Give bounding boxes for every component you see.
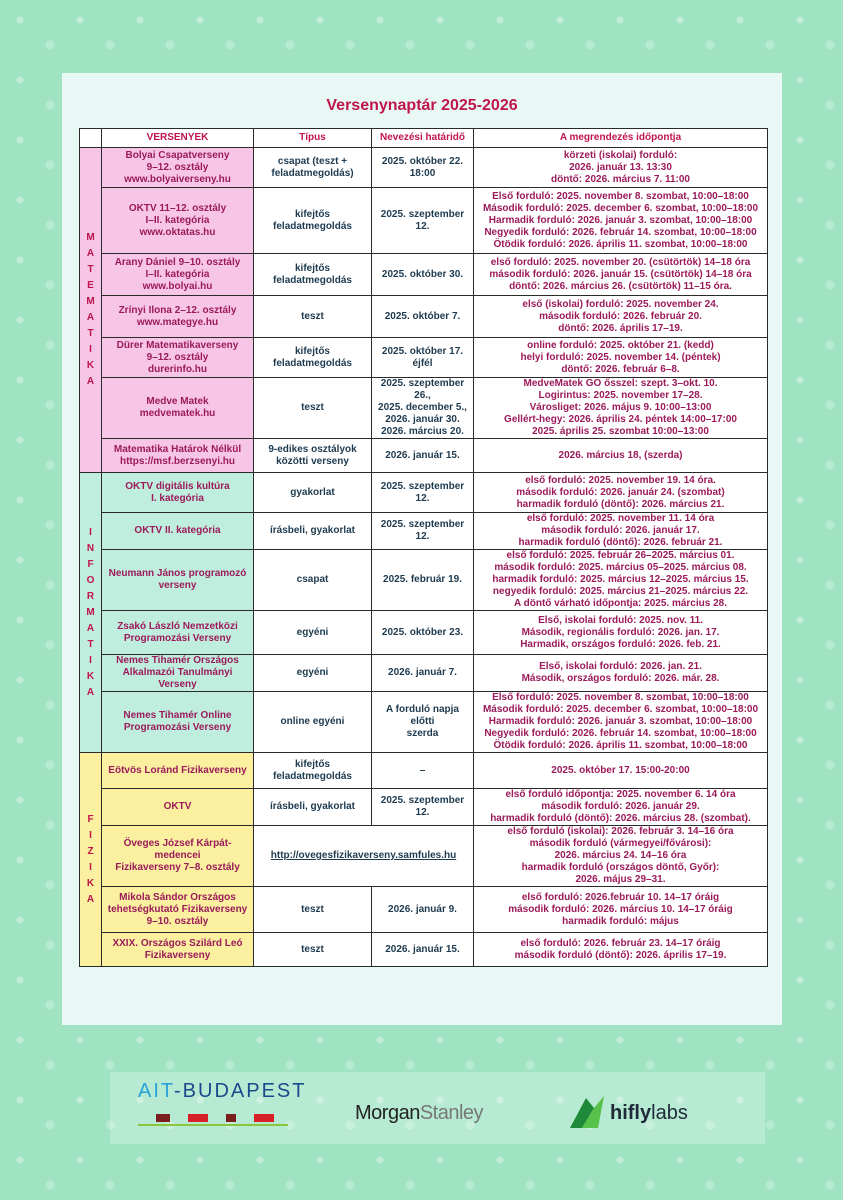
text-line: írásbeli, gyakorlat [269, 801, 356, 812]
text-line: OKTV II. kategória [134, 525, 221, 536]
section-letter: K [86, 670, 95, 682]
text-line: OKTV digitális kultúra [125, 480, 230, 492]
ait-budapest-logo [138, 1080, 308, 1103]
table-row [80, 254, 768, 296]
table-row [80, 188, 768, 254]
text-line: Második, országos forduló: 2026. már. 28. [521, 673, 720, 684]
text-line: Első, iskolai forduló: 2025. nov. 11. [538, 614, 703, 626]
competition-name [102, 148, 254, 188]
text-line: Városliget: 2026. május 9. 10:00–13:00 [529, 402, 712, 413]
text-line: második forduló (vármegyei/fővárosi): [529, 838, 712, 849]
morgan-stanley-logo [355, 1102, 483, 1125]
text-line: második forduló: 2026. január 29. [541, 801, 700, 812]
competition-website-link[interactable] [254, 826, 474, 887]
ait-logo-main: AIT [138, 1080, 175, 1102]
text-line: harmadik forduló (döntő): 2026. március 28. (szombat). [490, 813, 751, 824]
table-row [80, 439, 768, 473]
section-letter: T [87, 264, 94, 275]
competition-name [102, 473, 254, 513]
text-line: 2025. szeptember 12. [380, 480, 465, 504]
text-line: második forduló: 2026. január 17. [541, 525, 700, 536]
event-dates [474, 513, 768, 550]
text-line: 9–10. osztály [146, 915, 209, 927]
text-line: tehetségkutató Fizikaverseny [107, 903, 248, 915]
competition-type [254, 148, 372, 188]
registration-deadline [372, 887, 474, 933]
section-letter: A [86, 622, 95, 634]
competition-name [102, 254, 254, 296]
text-line: 2025. október 22. [381, 155, 464, 167]
table-row [80, 611, 768, 655]
text-line: 2025. december 5., [378, 402, 467, 413]
calendar-card [62, 73, 782, 1025]
competition-type [254, 473, 372, 513]
text-line: Arany Dániel 9–10. osztály [114, 256, 241, 268]
text-line: Ötödik forduló: 2026. április 11. szombat, 10:00–18:00 [493, 740, 748, 751]
text-line: 2026. március 18, (szerda) [558, 449, 683, 461]
text-line: I–II. kategória [145, 268, 210, 280]
text-line: Bolyai Csapatverseny [125, 149, 230, 161]
section-letter: K [86, 877, 95, 889]
text-line: medvematek.hu [139, 408, 216, 419]
hifly-logo-thin: labs [651, 1102, 688, 1124]
text-line: Nemes Tihamér Online [123, 710, 232, 721]
section-letter: A [86, 686, 95, 698]
text-line: harmadik forduló (döntő): 2026. február 21. [518, 537, 723, 548]
text-line: Harmadik, országos forduló: 2026. feb. 21. [520, 638, 721, 650]
section-letter: I [89, 344, 92, 355]
text-line: csapat (teszt + [277, 155, 348, 167]
table-row [80, 933, 768, 967]
registration-deadline [372, 254, 474, 296]
competition-type [254, 887, 372, 933]
text-line: www.oktatas.hu [139, 226, 216, 238]
section-letter: M [86, 606, 95, 618]
text-line: Negyedik forduló: 2026. február 14. szombat, 10:00–18:00 [484, 226, 757, 238]
text-line: helyi forduló: 2025. november 14. (péntek) [520, 351, 721, 363]
text-line: Harmadik forduló: 2026. január 3. szombat, 10:00–18:00 [488, 716, 753, 727]
header-hatarido: Nevezési határidő [372, 129, 474, 148]
text-line: 2025. február 19. [383, 574, 462, 585]
competition-name [102, 611, 254, 655]
table-row [80, 378, 768, 439]
section-letter: F [87, 558, 94, 570]
text-line: Zrínyi Ilona 2–12. osztály [118, 304, 237, 316]
competition-type [254, 753, 372, 789]
text-line: Eötvös Loránd Fizikaverseny [108, 764, 247, 776]
table-row [80, 473, 768, 513]
text-line: 2025. október 7. [384, 310, 461, 322]
text-line: körzeti (iskolai) forduló: [563, 149, 678, 161]
text-line: második forduló: 2026. január 15. (csütörtök) 14–18 óra [489, 268, 752, 280]
text-line: feladatmegoldás) [271, 167, 354, 179]
competition-name [102, 296, 254, 338]
text-line: harmadik forduló (országos döntő, Győr): [521, 862, 720, 873]
section-label-matematika [80, 148, 102, 473]
text-line: negyedik forduló: 2025. március 21–2025. március 22. [492, 586, 749, 597]
registration-deadline [372, 378, 474, 439]
text-line: második forduló: 2026. február 20. [539, 310, 702, 322]
text-line: 2025. október 30. [381, 268, 464, 280]
header-idopont: A megrendezés időpontja [474, 129, 768, 148]
competition-name [102, 378, 254, 439]
sponsor-bar [110, 1072, 765, 1144]
registration-deadline [372, 692, 474, 753]
event-dates [474, 789, 768, 826]
event-dates [474, 296, 768, 338]
section-letter: E [87, 280, 94, 291]
table-row [80, 513, 768, 550]
event-dates [474, 254, 768, 296]
table-row [80, 148, 768, 188]
table-row [80, 692, 768, 753]
text-line: 2026. január 9. [388, 903, 457, 915]
text-line: Nemes Tihamér Országos [116, 655, 239, 666]
text-line: 2025. szeptember 12. [380, 208, 465, 232]
header-cat [80, 129, 102, 148]
section-letter: K [86, 360, 95, 371]
event-dates [474, 826, 768, 887]
section-letter: I [89, 861, 92, 873]
text-line: durerinfo.hu [148, 363, 207, 375]
text-line: első forduló: 2025. február 26–2025. március 01. [506, 550, 735, 561]
section-letter: M [86, 296, 95, 307]
text-line: 2026. január 7. [388, 667, 457, 678]
event-dates [474, 378, 768, 439]
text-line: XXIX. Országos Szilárd Leó [112, 937, 243, 949]
table-row [80, 338, 768, 378]
text-line: egyéni [296, 626, 329, 638]
section-letter: I [89, 526, 92, 538]
text-line: 2025. október 17. [381, 345, 464, 357]
text-line: Első forduló: 2025. november 8. szombat, 10:00–18:00 [492, 190, 749, 202]
competition-type [254, 254, 372, 296]
text-line: online egyéni [280, 716, 345, 727]
competition-type [254, 550, 372, 611]
table-row [80, 753, 768, 789]
event-dates [474, 655, 768, 692]
text-line: első forduló: 2026. február 23. 14–17 óráig [520, 937, 721, 949]
hiflylabs-logo [568, 1094, 718, 1134]
text-line: 9-edikes osztályok [268, 443, 357, 455]
competition-name [102, 887, 254, 933]
morgan-logo-light: Stanley [419, 1102, 484, 1124]
text-line: második forduló: 2026. január 24. (szombat) [516, 486, 725, 498]
competition-type [254, 933, 372, 967]
competition-name [102, 753, 254, 789]
ait-logo-rest: -BUDAPEST [174, 1080, 307, 1102]
section-letter: N [86, 542, 95, 554]
text-line: első (iskolai) forduló: 2025. november 24. [522, 298, 719, 310]
text-line: 2026. május 29–31. [575, 874, 666, 885]
section-letter: O [86, 574, 95, 586]
text-line: közötti verseny [276, 455, 349, 467]
text-line: feladatmegoldás [273, 357, 352, 369]
text-line: Gellért-hegy: 2026. április 24. péntek 14:00–17:00 [504, 414, 737, 425]
text-line: döntő: 2026. április 17–19. [558, 322, 683, 334]
competition-type [254, 692, 372, 753]
text-line: első forduló időpontja: 2025. november 6. 14 óra [505, 789, 736, 800]
text-line: feladatmegoldás [273, 274, 352, 286]
text-line: 2025. szeptember 12. [380, 519, 465, 542]
competition-name [102, 826, 254, 887]
text-line: második forduló: 2025. március 05–2025. március 08. [494, 562, 747, 573]
text-line: Logirintus: 2025. november 17–28. [538, 390, 703, 401]
text-line: szerda [406, 728, 439, 739]
text-line: https://msf.berzsenyi.hu [119, 455, 235, 467]
text-line: feladatmegoldás [273, 220, 352, 232]
competition-type [254, 655, 372, 692]
text-line: 2026. január 13. 13:30 [569, 161, 672, 173]
text-line: I. kategória [151, 492, 204, 504]
text-line: első forduló (iskolai): 2026. február 3. 14–16 óra [507, 826, 734, 837]
event-dates [474, 148, 768, 188]
text-line: teszt [301, 943, 324, 955]
text-line: Negyedik forduló: 2026. február 14. szombat, 10:00–18:00 [484, 728, 757, 739]
text-line: Harmadik forduló: 2026. január 3. szombat, 10:00–18:00 [488, 214, 753, 226]
competition-table [79, 128, 768, 967]
morgan-logo-bold: Morgan [355, 1102, 420, 1124]
table-row [80, 550, 768, 611]
text-line: első forduló: 2025. november 19. 14 óra. [525, 474, 716, 486]
competition-type [254, 611, 372, 655]
competition-name [102, 933, 254, 967]
competition-name [102, 338, 254, 378]
header-versenyek: VERSENYEK [102, 129, 254, 148]
registration-deadline [372, 611, 474, 655]
event-dates [474, 692, 768, 753]
section-label-informatika [80, 473, 102, 753]
section-letter: I [89, 829, 92, 841]
competition-type [254, 439, 372, 473]
text-line: döntő: 2026. március 7. 11:00 [551, 173, 690, 185]
registration-deadline [372, 550, 474, 611]
competition-type [254, 338, 372, 378]
text-line: Matematika Határok Nélkül [113, 443, 242, 455]
event-dates [474, 887, 768, 933]
section-letter: T [87, 638, 94, 650]
link-text[interactable]: http://ovegesfizikaverseny.samfules.hu [270, 850, 457, 861]
text-line: www.bolyaiverseny.hu [124, 173, 231, 185]
section-letter: A [86, 248, 95, 259]
text-line: feladatmegoldás [273, 770, 352, 782]
section-letter: A [86, 312, 95, 323]
text-line: 2026. március 20. [381, 426, 464, 437]
text-line: harmadik forduló: május [562, 915, 679, 927]
registration-deadline [372, 655, 474, 692]
text-line: teszt [301, 310, 324, 322]
text-line: Neumann János programozó [108, 568, 247, 579]
header-tipus: Típus [254, 129, 372, 148]
text-line: A forduló napja előtti [386, 704, 459, 727]
competition-type [254, 188, 372, 254]
section-letter: Z [87, 845, 94, 857]
text-line: döntő: 2026. március 26. (csütörtök) 11–15 óra. [509, 280, 732, 292]
competition-name [102, 439, 254, 473]
text-line: OKTV 11–12. osztály [128, 202, 227, 214]
event-dates [474, 473, 768, 513]
table-row [80, 789, 768, 826]
event-dates [474, 933, 768, 967]
registration-deadline [372, 789, 474, 826]
ait-bars-graphic [148, 1114, 298, 1122]
registration-deadline [372, 513, 474, 550]
text-line: I–II. kategória [145, 214, 210, 226]
text-line: 9–12. osztály [146, 161, 209, 173]
text-line: Második, regionális forduló: 2026. jan. 17. [521, 626, 720, 638]
text-line: 2025. szeptember 26., [380, 378, 465, 401]
text-line: Második forduló: 2025. december 6. szombat, 10:00–18:00 [482, 704, 759, 715]
text-line: első forduló: 2025. november 11. 14 óra [526, 513, 715, 524]
text-line: gyakorlat [290, 486, 335, 498]
text-line: Fizikaverseny 7–8. osztály [115, 862, 240, 873]
text-line: Medve Matek [146, 396, 209, 407]
competition-type [254, 296, 372, 338]
competition-name [102, 789, 254, 826]
event-dates [474, 611, 768, 655]
registration-deadline [372, 439, 474, 473]
page-title: Versenynaptár 2025-2026 [326, 97, 518, 114]
event-dates [474, 338, 768, 378]
text-line: kifejtős [294, 345, 330, 357]
table-row [80, 296, 768, 338]
hifly-logo-bold: hifly [610, 1102, 652, 1124]
competition-type [254, 789, 372, 826]
text-line: 2025. október 17. 15:00-20:00 [551, 764, 690, 776]
text-line: 2025. április 25. szombat 10:00–13:00 [532, 426, 709, 437]
text-line: harmadik forduló: 2025. március 12–2025. március 15. [492, 574, 749, 585]
text-line: 2026. március 24. 14–16 óra [554, 850, 687, 861]
table-row [80, 826, 768, 887]
text-line: csapat [296, 574, 329, 585]
text-line: második forduló (döntő): 2026. április 17–19. [514, 949, 727, 961]
section-letter: T [87, 328, 94, 339]
text-line: 18:00 [409, 167, 436, 179]
text-line: Zsakó László Nemzetközi [117, 620, 238, 632]
competition-name [102, 655, 254, 692]
text-line: éjfél [412, 357, 433, 369]
text-line: verseny [158, 580, 197, 591]
section-letter: F [87, 813, 94, 825]
text-line: 2025. október 23. [381, 626, 464, 638]
text-line: egyéni [296, 667, 329, 678]
competition-name [102, 692, 254, 753]
text-line: első forduló: 2026.február 10. 14–17 óráig [521, 891, 720, 903]
competition-name [102, 513, 254, 550]
section-letter: I [89, 654, 92, 666]
event-dates [474, 188, 768, 254]
text-line: kifejtős [294, 208, 330, 220]
ait-green-line [138, 1124, 288, 1126]
registration-deadline [372, 296, 474, 338]
registration-deadline [372, 148, 474, 188]
text-line: Mikola Sándor Országos [119, 891, 236, 903]
section-letter: A [86, 376, 95, 387]
text-line: írásbeli, gyakorlat [269, 525, 356, 536]
hiflylabs-mark-icon [568, 1094, 606, 1130]
text-line: Programozási Verseny [123, 632, 232, 644]
text-line: A döntő várható időpontja: 2025. március 28. [513, 598, 727, 609]
text-line: www.mategye.hu [136, 316, 219, 328]
competition-name [102, 188, 254, 254]
text-line: Programozási Verseny [123, 722, 232, 733]
text-line: kifejtős [294, 262, 330, 274]
text-line: Ötödik forduló: 2026. április 11. szombat, 10:00–18:00 [493, 238, 748, 250]
table-header-row [80, 129, 768, 148]
registration-deadline [372, 473, 474, 513]
table-row [80, 887, 768, 933]
event-dates [474, 753, 768, 789]
text-line: harmadik forduló (döntő): 2026. március 21. [516, 498, 725, 510]
text-line: teszt [301, 903, 324, 915]
text-line: 9–12. osztály [146, 351, 209, 363]
text-line: 2026. január 15. [385, 943, 460, 955]
text-line: OKTV [163, 801, 192, 812]
text-line: 2026. január 30. [385, 414, 460, 425]
text-line: Dürer Matematikaverseny [116, 339, 239, 351]
text-line: kifejtős [294, 758, 330, 770]
text-line: – [419, 764, 426, 776]
text-line: második forduló: 2026. március 10. 14–17 óráig [508, 903, 733, 915]
text-line: MedveMatek GO ősszel: szept. 3–okt. 10. [523, 378, 718, 389]
text-line: Öveges József Kárpát-medencei [123, 838, 232, 861]
section-label-fizika [80, 753, 102, 967]
text-line: online forduló: 2025. október 21. (kedd) [527, 339, 714, 351]
section-letter: A [86, 893, 95, 905]
registration-deadline [372, 933, 474, 967]
text-line: www.bolyai.hu [142, 280, 213, 292]
registration-deadline [372, 753, 474, 789]
event-dates [474, 439, 768, 473]
text-line: Alkalmazói Tanulmányi Verseny [122, 667, 233, 690]
section-letter: M [86, 232, 95, 243]
section-letter: R [86, 590, 95, 602]
text-line: teszt [301, 402, 324, 413]
text-line: Első, iskolai forduló: 2026. jan. 21. [539, 661, 702, 672]
competition-type [254, 378, 372, 439]
competition-type [254, 513, 372, 550]
text-line: első forduló: 2025. november 20. (csütörtök) 14–18 óra [490, 256, 751, 268]
text-line: Fizikaverseny [144, 949, 211, 961]
event-dates [474, 550, 768, 611]
text-line: 2026. január 15. [385, 449, 460, 461]
text-line: Első forduló: 2025. november 8. szombat, 10:00–18:00 [492, 692, 749, 703]
registration-deadline [372, 338, 474, 378]
table-row [80, 655, 768, 692]
text-line: Második forduló: 2025. december 6. szombat, 10:00–18:00 [482, 202, 759, 214]
text-line: 2025. szeptember 12. [380, 795, 465, 818]
registration-deadline [372, 188, 474, 254]
competition-name [102, 550, 254, 611]
text-line: döntő: 2026. február 6–8. [561, 363, 680, 375]
